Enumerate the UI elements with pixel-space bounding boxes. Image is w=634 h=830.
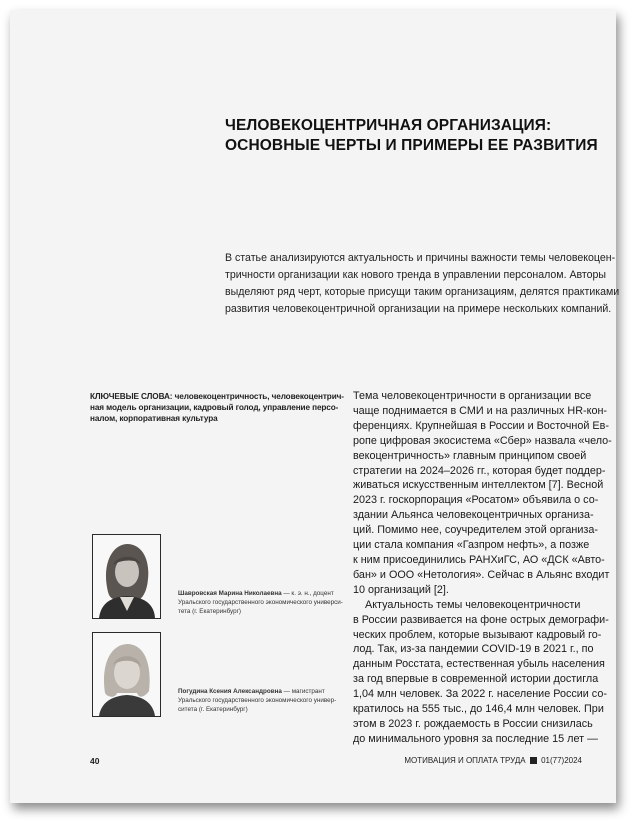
issue-number: 01(77)2024 (541, 756, 582, 765)
body-line: за год впервые в современной истории достигла (353, 673, 599, 686)
body-line: ции стала компания «Газпром нефть», а позже (353, 539, 590, 552)
body-line: кратилось на 555 тыс., до 146,4 млн человек. При (353, 703, 604, 716)
author-portrait-image (93, 535, 160, 618)
title-line: ОСНОВНЫЕ ЧЕРТЫ И ПРИМЕРЫ ЕЕ РАЗВИТИЯ (225, 137, 598, 154)
body-line: к ним присоединились РАНХиГС, АО «ДСК «Авто- (353, 553, 605, 566)
keywords-line: налом, корпоративная культура (90, 414, 218, 423)
abstract-line: тричности организации как нового тренда в управлении персоналом. Авторы (225, 269, 607, 281)
keywords-line: ная модель организации, кадровый голод, управление персо- (90, 403, 339, 412)
author-affiliation: ситета (г. Екатеринбург) (178, 706, 248, 713)
title-line: ЧЕЛОВЕКОЦЕНТРИЧНАЯ ОРГАНИЗАЦИЯ: (225, 117, 552, 134)
body-line: ропе цифровая экосистема «Сбер» назвала «чело- (353, 434, 612, 447)
body-line: 10 организаций [2]. (353, 583, 449, 596)
abstract-line: развития человекоцентричной организации на примере нескольких компаний. (225, 303, 612, 315)
body-line: векоцентричность» главным принципом своей (353, 449, 587, 462)
body-line: бан» и ООО «Нетология». Сейчас в Альянс входит (353, 568, 610, 581)
body-line: в России развивается на фоне острых демографи- (353, 613, 609, 626)
body-line: Актуальность темы человекоцентричности (353, 598, 581, 611)
body-line: до минимального уровня за последние 15 лет — (353, 732, 598, 745)
body-line: ференциях. Крупнейшая в России и Восточной Ев- (353, 419, 609, 432)
abstract-line: выделяют ряд черт, которые присущи таким организациям, делятся практиками (225, 286, 620, 298)
author-photo (92, 534, 161, 619)
author-affiliation: Уральского государственного экономического универси- (178, 599, 343, 606)
body-line: 1,04 млн человек. За 2022 г. население России со- (353, 688, 607, 701)
author-info (178, 687, 358, 714)
body-line: 2023 г. госкорпорация «Росатом» объявила о со- (353, 494, 599, 507)
body-line: Тема человекоцентричности в организации все (353, 390, 592, 402)
body-line: этом в 2023 г. рождаемость в России снизилась (353, 717, 593, 730)
article-body (353, 389, 612, 747)
page-number: 40 (90, 756, 100, 766)
body-line: чаще поднимается в СМИ и на различных HR-кон- (353, 404, 608, 417)
body-line: здании Альянса человекоцентричных организа- (353, 509, 594, 522)
body-line: ций. Помимо нее, соучредителем этой организа- (353, 524, 598, 537)
author-photo (92, 632, 161, 717)
journal-running-head (404, 756, 582, 765)
author-name: Шавровская Марина Николаевна (178, 590, 282, 597)
author-portrait-image (93, 633, 160, 716)
article-title (225, 116, 605, 156)
body-line: ческих проблем, которые вызывают кадровый го- (353, 628, 602, 641)
author-affiliation: тета (г. Екатеринбург) (178, 608, 242, 615)
abstract-line: В статье анализируются актуальность и причины важности темы человекоцен- (225, 252, 616, 264)
square-separator-icon (530, 757, 537, 764)
body-line: данным Росстата, естественная убыль населения (353, 658, 605, 671)
body-line: живаться искусственным интеллектом [7]. Весной (353, 479, 604, 492)
keywords-block (90, 391, 344, 424)
magazine-page (10, 10, 620, 803)
keywords-line: КЛЮЧЕВЫЕ СЛОВА: человекоцентричность, человекоцентрич- (90, 392, 344, 401)
author-info (178, 589, 358, 616)
journal-name: МОТИВАЦИЯ И ОПЛАТА ТРУДА (404, 756, 526, 765)
author-name: Погудина Ксения Александровна (178, 688, 282, 695)
author-affiliation: Уральского государственного экономического универ- (178, 697, 337, 704)
body-line: стратегии на 2024–2026 гг., которая будет поддер- (353, 464, 606, 477)
article-abstract (225, 250, 620, 318)
author-degree: — к. э. н., доцент (281, 590, 334, 597)
body-line: лод. Так, из-за пандемии COVID-19 в 2021 г., по (353, 643, 594, 656)
author-degree: — магистрант (281, 688, 325, 695)
